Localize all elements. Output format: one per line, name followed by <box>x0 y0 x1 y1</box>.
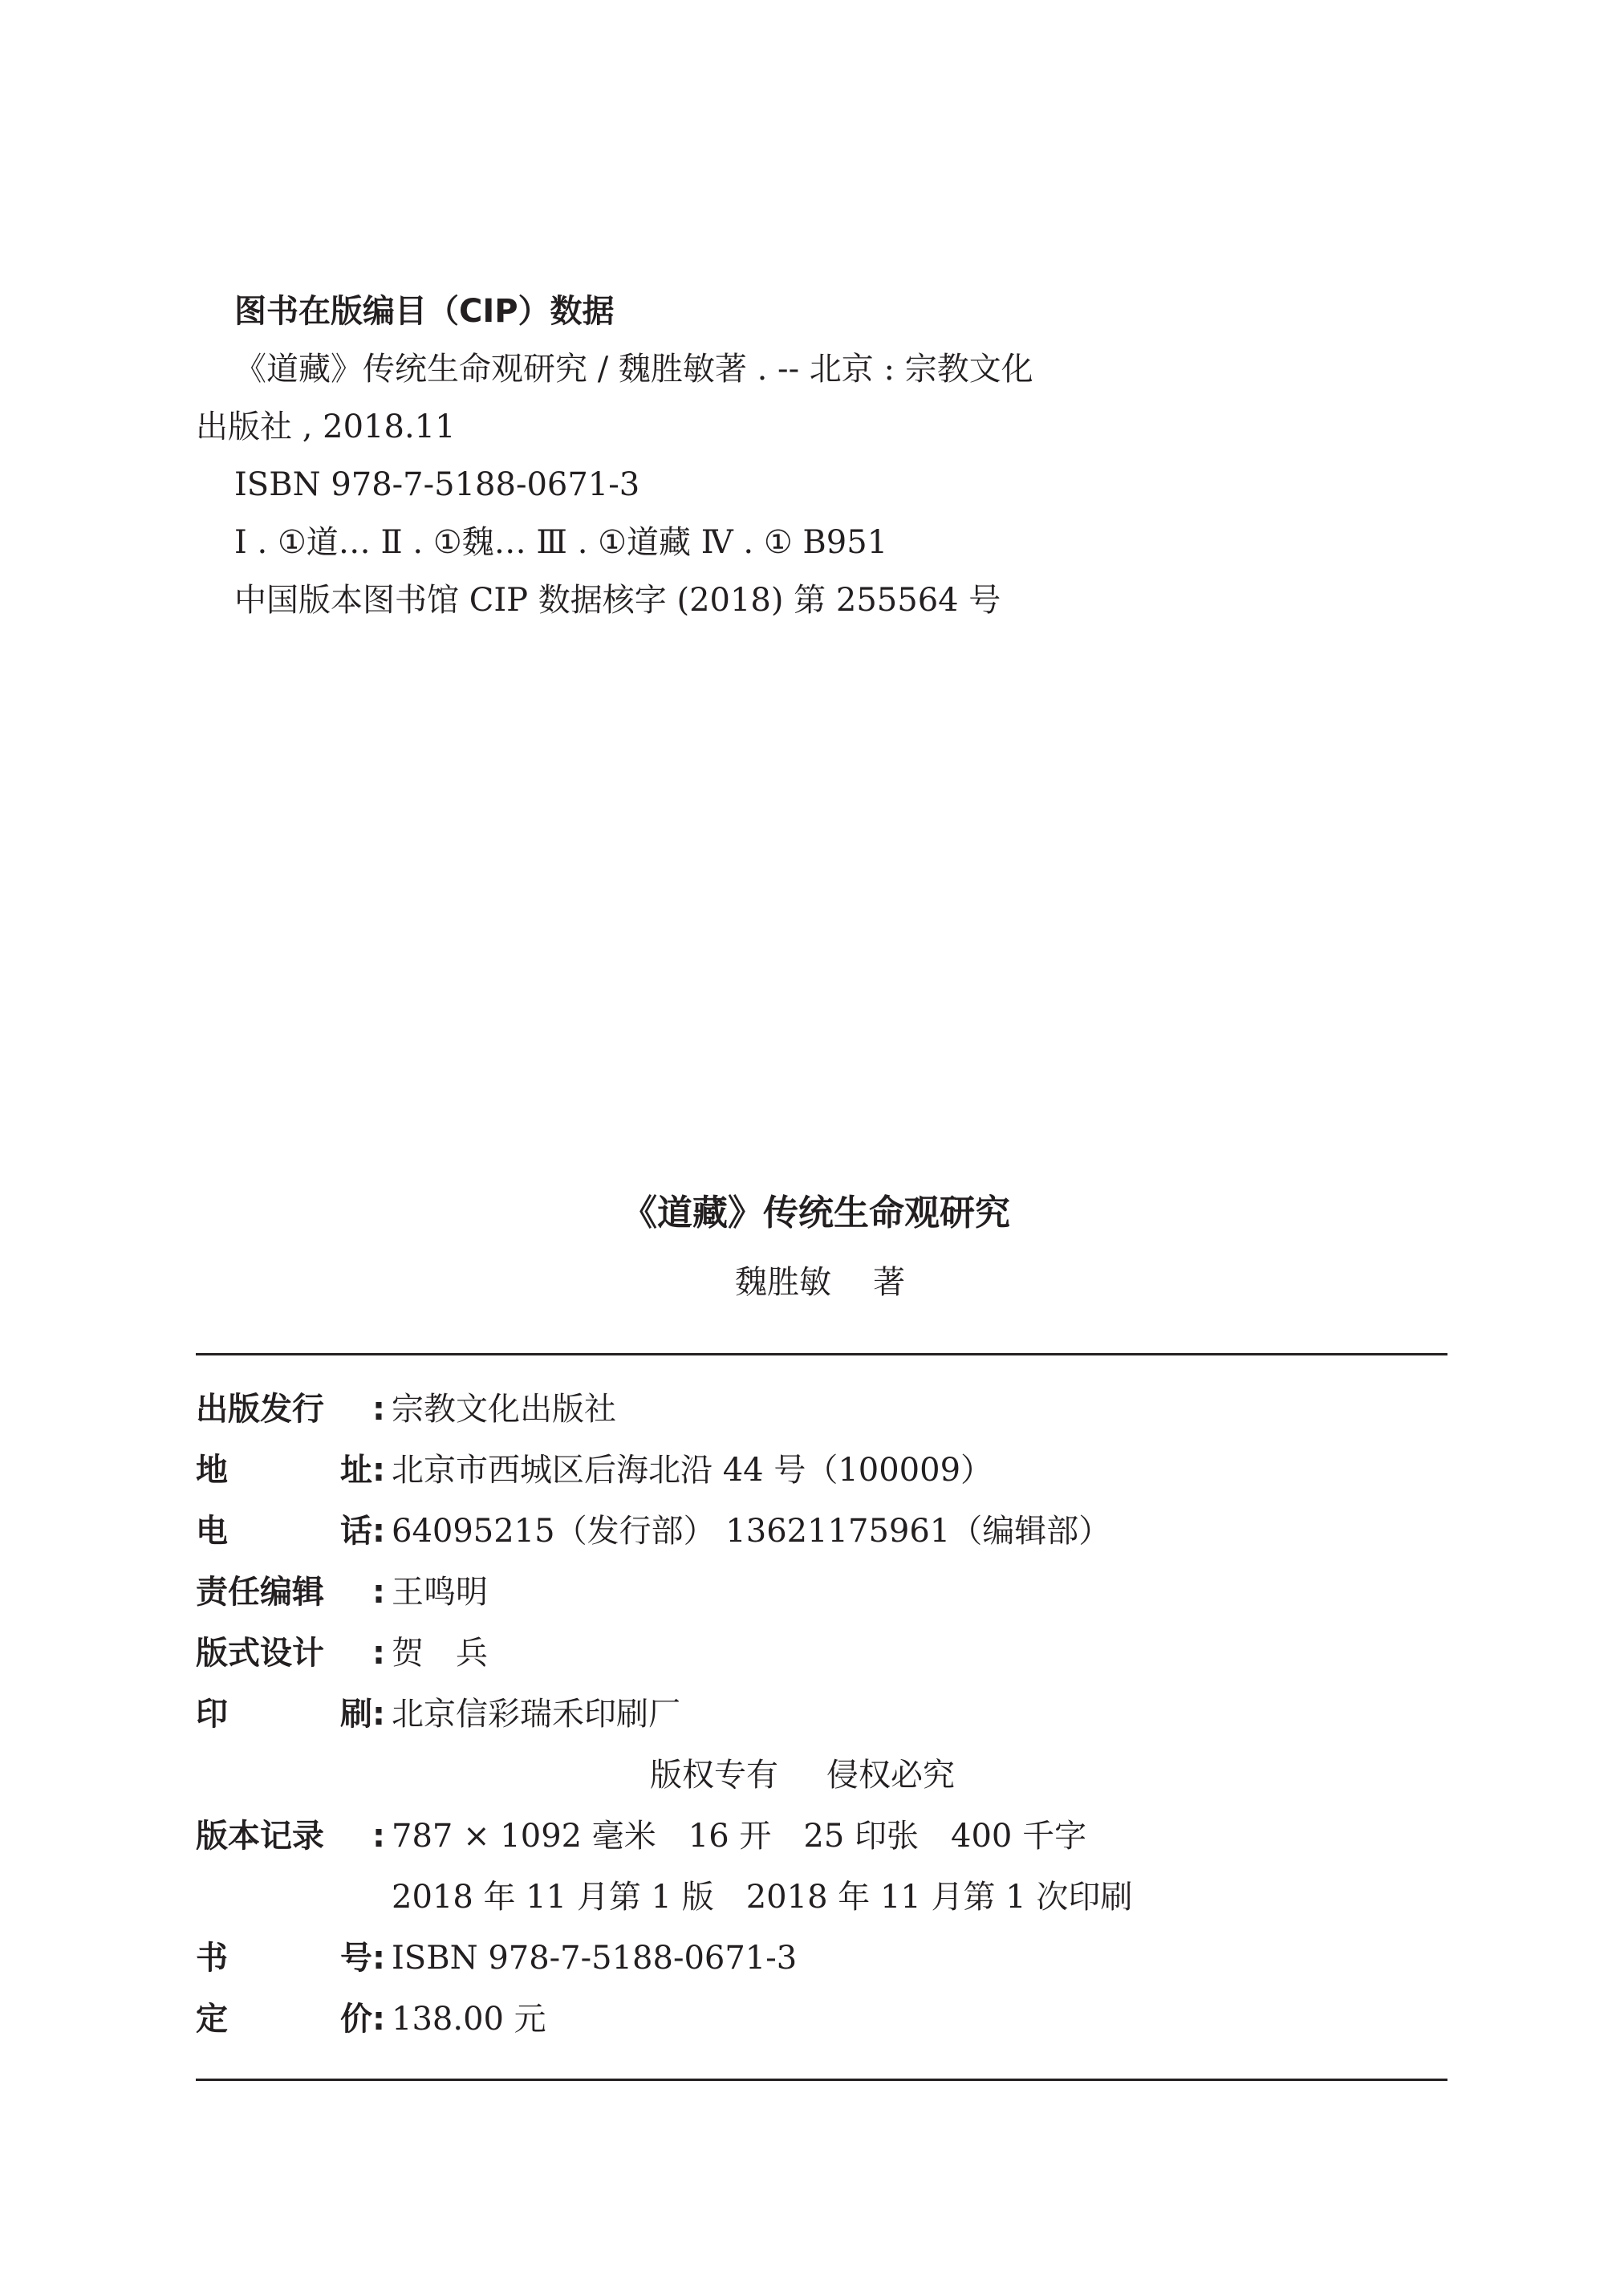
top-divider <box>196 1353 1447 1355</box>
phone-label: 电 话 <box>196 1513 372 1550</box>
colon: : <box>372 1574 385 1611</box>
editor-row <box>196 1562 1447 1623</box>
phone-value: 64095215（发行部） 13621175961（编辑部） <box>392 1513 1111 1550</box>
isbn-label: 书 号 <box>196 1940 372 1977</box>
edition-row-continued <box>196 1867 1447 1928</box>
price-value: 138.00 元 <box>392 2001 546 2038</box>
edition-label: 版本记录 <box>196 1818 324 1855</box>
cip-heading: 图书在版编目（CIP）数据 <box>234 293 615 330</box>
colon: : <box>372 1635 385 1672</box>
author-name: 魏胜敏 <box>735 1264 831 1301</box>
design-label: 版式设计 <box>196 1635 324 1672</box>
address-value: 北京市西城区后海北沿 44 号（100009） <box>392 1452 993 1489</box>
colon: : <box>372 1696 385 1733</box>
book-author-line <box>0 1260 1624 1305</box>
price-row <box>196 1989 1447 2050</box>
publisher-label: 出版发行 <box>196 1391 324 1428</box>
book-title: 《道藏》传统生命观研究 <box>622 1193 1010 1233</box>
colon: : <box>372 1452 385 1489</box>
editor-value: 王鸣明 <box>392 1574 488 1611</box>
phone-row <box>196 1501 1447 1562</box>
colon: : <box>372 1391 385 1428</box>
editor-label: 责任编辑 <box>196 1574 324 1611</box>
colon: : <box>372 1940 385 1977</box>
bottom-divider <box>196 2079 1447 2081</box>
colon: : <box>372 1513 385 1550</box>
edition-printing: 2018 年 11 月第 1 版 2018 年 11 月第 1 次印刷 <box>392 1879 1133 1916</box>
printer-label: 印 刷 <box>196 1696 372 1733</box>
publisher-value: 宗教文化出版社 <box>392 1391 616 1428</box>
cip-data-block <box>196 282 1127 629</box>
isbn-value: ISBN 978-7-5188-0671-3 <box>392 1940 798 1977</box>
cip-title-line: 《道藏》传统生命观研究 / 魏胜敏著 . -- 北京 : 宗教文化 <box>234 351 1033 388</box>
design-row <box>196 1623 1447 1684</box>
colophon-table <box>196 1379 1447 2050</box>
colon: : <box>372 2001 385 2038</box>
cip-library-record: 中国版本图书馆 CIP 数据核字 (2018) 第 255564 号 <box>234 582 1001 619</box>
edition-format: 787 × 1092 毫米 16 开 25 印张 400 千字 <box>392 1818 1087 1855</box>
colon: : <box>372 1818 385 1855</box>
address-row <box>196 1440 1447 1501</box>
cip-publisher-line: 出版社 , 2018.11 <box>196 408 456 445</box>
isbn-row <box>196 1928 1447 1989</box>
infringement-warning: 侵权必究 <box>826 1757 955 1794</box>
author-role: 著 <box>873 1264 905 1301</box>
design-value: 贺 兵 <box>392 1635 488 1672</box>
address-label: 地 址 <box>196 1452 372 1489</box>
printer-value: 北京信彩瑞禾印刷厂 <box>392 1696 680 1733</box>
cip-isbn: ISBN 978-7-5188-0671-3 <box>234 466 640 503</box>
cip-classification: Ⅰ . ①道… Ⅱ . ①魏… Ⅲ . ①道藏 Ⅳ . ① B951 <box>234 524 888 561</box>
publisher-row <box>196 1379 1447 1440</box>
rights-reserved: 版权专有 <box>650 1757 778 1794</box>
edition-row <box>196 1806 1447 1867</box>
printer-row <box>196 1684 1447 1745</box>
rights-notice <box>196 1745 1447 1806</box>
price-label: 定 价 <box>196 2001 372 2038</box>
